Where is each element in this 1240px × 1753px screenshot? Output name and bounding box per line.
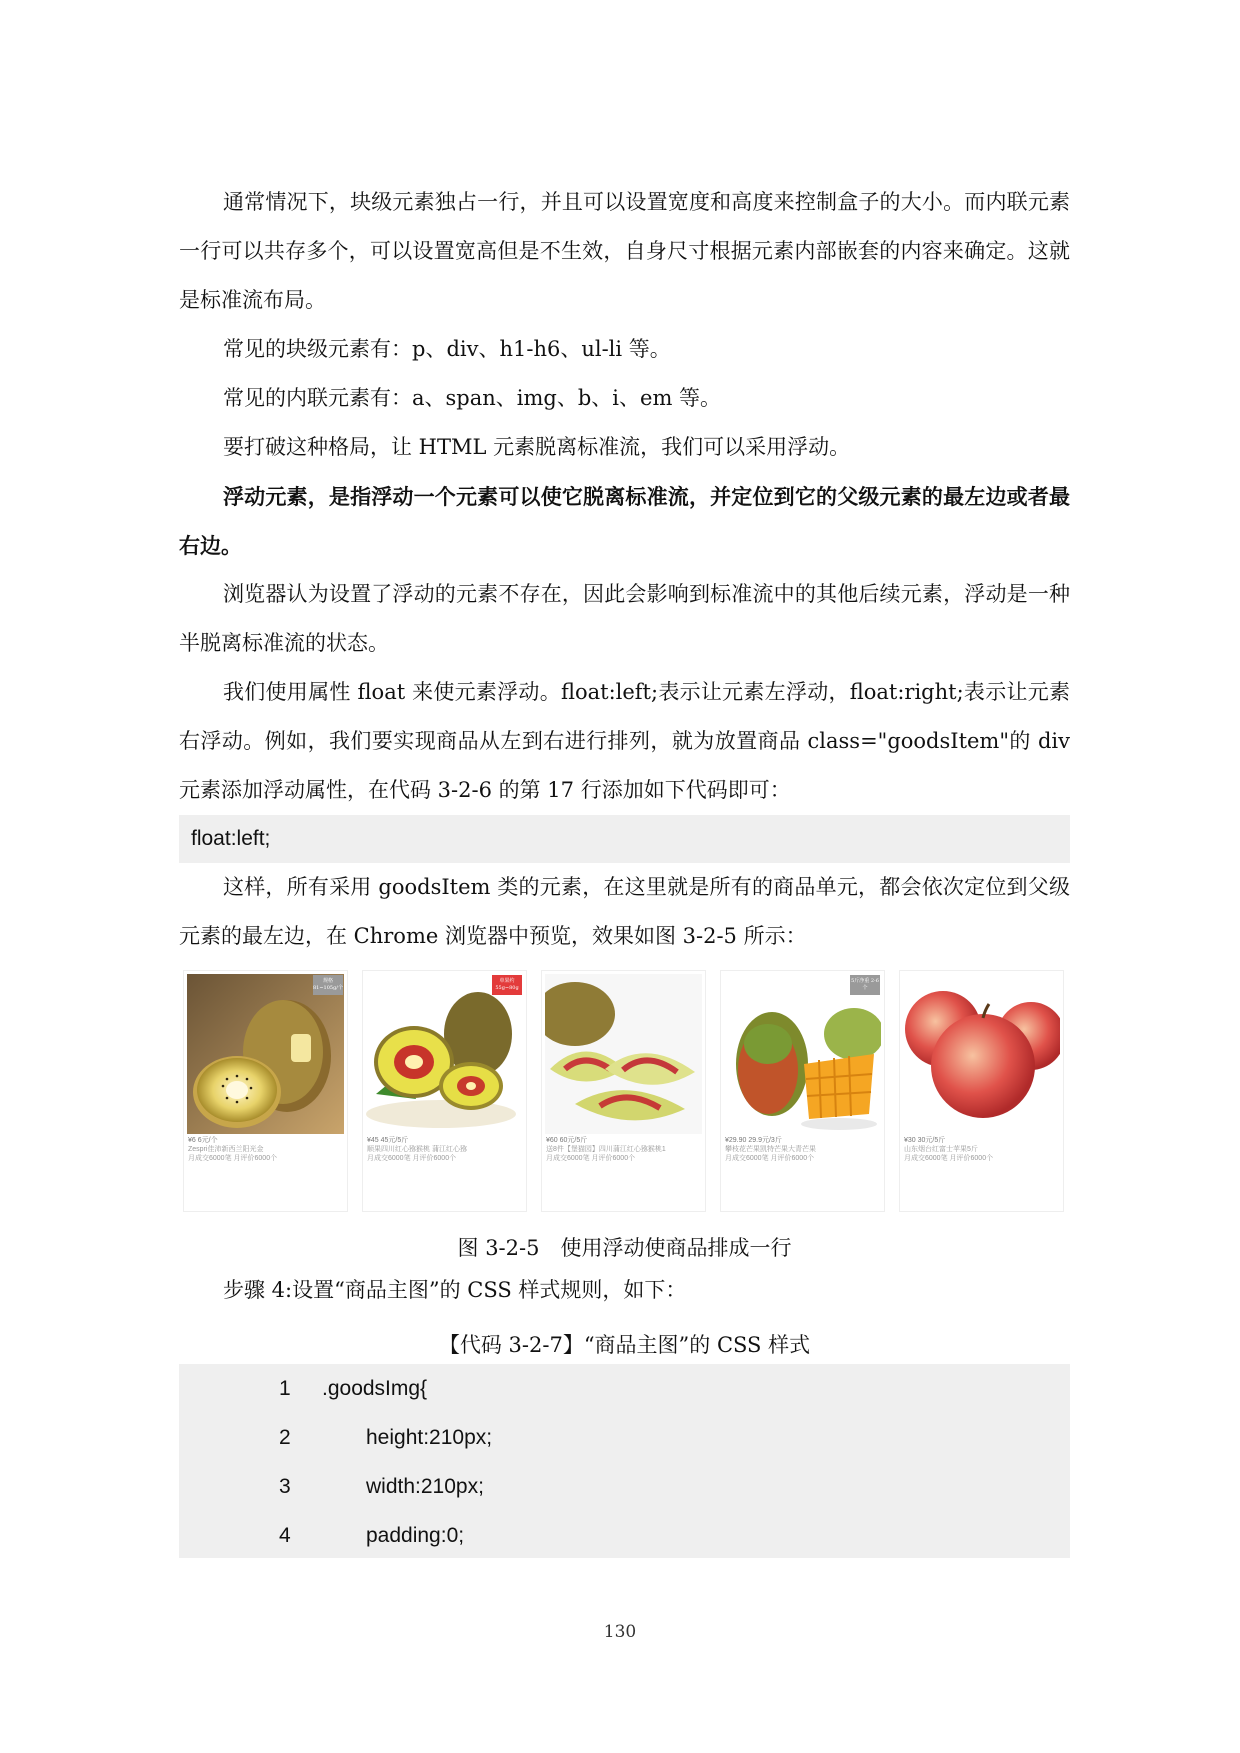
product-sales: 月成交6000笔 月评价6000个 (367, 1155, 457, 1162)
product-name: 山东烟台红富士苹果5斤 (904, 1146, 978, 1153)
paragraph-block-inline-flow: 通常情况下，块级元素独占一行，并且可以设置宽度和高度来控制盒子的大小。而内联元素一行可以共存多个，可以设置宽高但是不生效，自身尺寸根据元素内部嵌套的内容来确定。这就是标准流布局。 (179, 190, 1070, 312)
product-tag-badge: 5斤净重 2-6个 (850, 975, 880, 995)
product-info (188, 1136, 344, 1163)
code-line-number: 3 (279, 1475, 291, 1498)
product-sales: 月成交6000笔 月评价6000个 (725, 1155, 815, 1162)
product-image-red-kiwi (366, 974, 523, 1134)
figure-products-row (183, 970, 1063, 1212)
product-price: ¥45 45元/5斤 (367, 1137, 409, 1144)
product-image-kiwi-slices (545, 974, 702, 1134)
product-sales: 月成交6000笔 月评价6000个 (188, 1155, 278, 1162)
product-name: Zespri佳沛新西兰阳光金 (188, 1146, 264, 1153)
product-sales: 月成交6000笔 月评价6000个 (546, 1155, 636, 1162)
paragraph-block-elements: 常见的块级元素有：p、div、h1-h6、ul-li 等。 (223, 337, 671, 361)
product-name: 顺果四川红心猕猴桃 蒲江红心猕 (367, 1146, 467, 1153)
product-info (904, 1136, 1060, 1163)
product-price: ¥60 60元/5斤 (546, 1137, 588, 1144)
paragraph-inline-elements: 常见的内联元素有：a、span、img、b、i、em 等。 (223, 386, 722, 410)
product-price: ¥6 6元/个 (188, 1137, 218, 1144)
product-sales: 月成交6000笔 月评价6000个 (904, 1155, 994, 1162)
paragraph-float-result: 这样，所有采用 goodsItem 类的元素，在这里就是所有的商品单元，都会依次定位到父级元素的最左边，在 Chrome 浏览器中预览，效果如图 3-2-5 所示： (179, 875, 1070, 948)
product-card (362, 970, 527, 1212)
product-tag-badge: 规格 81~105g/个 (313, 975, 343, 995)
product-image-golden-kiwi (187, 974, 344, 1134)
code-line-text: padding:0; (366, 1524, 465, 1547)
product-name: 送8件【堡猫园】四川蒲江红心猕猴桃1 (546, 1146, 666, 1153)
paragraph-float-behavior: 浏览器认为设置了浮动的元素不存在，因此会影响到标准流中的其他后续元素，浮动是一种半脱离标准流的状态。 (179, 582, 1070, 655)
product-image-apples (903, 974, 1060, 1134)
paragraph-float-intro: 要打破这种格局，让 HTML 元素脱离标准流，我们可以采用浮动。 (223, 435, 851, 459)
page-number: 130 (603, 1622, 637, 1642)
product-card (541, 970, 706, 1212)
code-line-number: 1 (279, 1377, 291, 1400)
inline-code-text: float:left; (191, 827, 271, 850)
product-info (725, 1136, 881, 1163)
product-image-mango (724, 974, 881, 1134)
product-price: ¥30 30元/5斤 (904, 1137, 946, 1144)
product-price: ¥29.90 29.9元/3斤 (725, 1137, 782, 1144)
product-tag-badge: 单果约 55g~80g (492, 975, 522, 995)
product-info (367, 1136, 523, 1163)
code-line-text: height:210px; (366, 1426, 493, 1449)
paragraph-float-usage: 我们使用属性 float 来使元素浮动。float:left;表示让元素左浮动，float:right;表示让元素右浮动。例如，我们要实现商品从左到右进行排列，就为放置商品 class="goodsItem"的 div 元素添加浮动属性，在代码 3-2-6 的第 17 行添加如下代码即可： (179, 680, 1070, 802)
code-line-text: width:210px; (366, 1475, 484, 1498)
code-listing-box (179, 1364, 1070, 1558)
paragraph-step-4: 步骤 4:设置“商品主图”的 CSS 样式规则，如下： (223, 1278, 687, 1302)
product-card (720, 970, 885, 1212)
product-card (899, 970, 1064, 1212)
inline-code-box (179, 815, 1070, 863)
code-line-number: 2 (279, 1426, 291, 1449)
figure-caption: 图 3-2-5 使用浮动使商品排成一行 (457, 1236, 792, 1260)
product-card (183, 970, 348, 1212)
product-info (546, 1136, 702, 1163)
code-line-text: .goodsImg{ (322, 1377, 428, 1400)
paragraph-float-definition: 浮动元素，是指浮动一个元素可以使它脱离标准流，并定位到它的父级元素的最左边或者最右边。 (179, 484, 1070, 558)
product-name: 攀枝花芒果凯特芒果大青芒果 (725, 1146, 816, 1153)
code-line-number: 4 (279, 1524, 291, 1547)
code-listing-title: 【代码 3-2-7】“商品主图”的 CSS 样式 (438, 1333, 811, 1357)
